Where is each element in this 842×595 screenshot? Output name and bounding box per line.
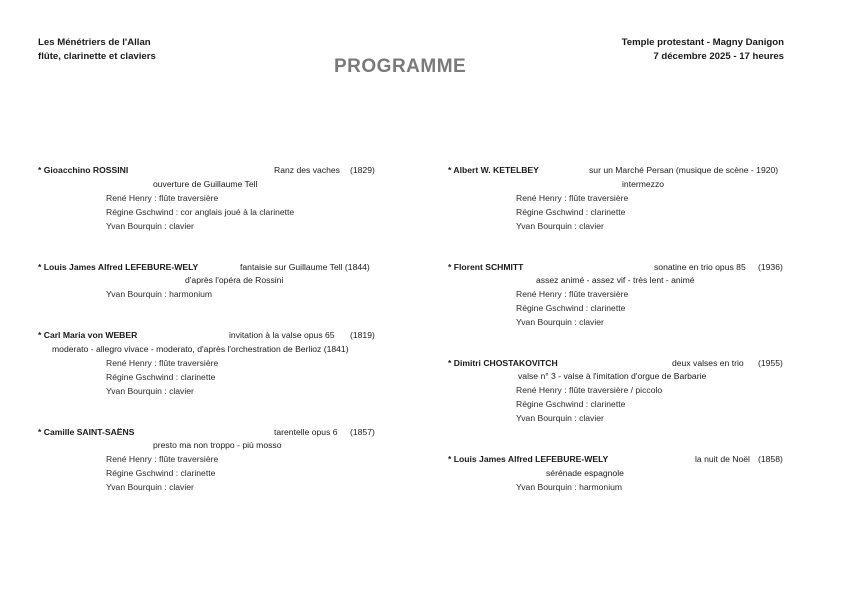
- work-year: (1857): [350, 427, 375, 437]
- performer: René Henry : flûte traversière: [516, 289, 629, 299]
- work-detail: d'après l'opéra de Rossini: [185, 275, 284, 285]
- performer: Yvan Bourquin : clavier: [106, 482, 194, 492]
- performer: Régine Gschwind : cor anglais joué à la clarinette: [106, 207, 295, 217]
- performer: René Henry : flûte traversière: [106, 193, 219, 203]
- composer-name: * Gioacchino ROSSINI: [38, 165, 129, 175]
- venue: Temple protestant - Magny Danigon: [621, 37, 784, 48]
- work-detail: valse n° 3 - valse à l'imitation d'orgue de Barbarie: [518, 371, 707, 381]
- work-detail: assez animé - assez vif - très lent - animé: [536, 275, 695, 285]
- work-title: sur un Marché Persan (musique de scène - 1920): [589, 165, 779, 175]
- work-year: (1858): [758, 454, 783, 464]
- performer: Yvan Bourquin : clavier: [516, 221, 604, 231]
- composer-name: * Camille SAINT-SAËNS: [38, 427, 135, 437]
- performer: René Henry : flûte traversière: [516, 193, 629, 203]
- page-title: PROGRAMME: [334, 56, 467, 77]
- work-year: (1955): [758, 358, 783, 368]
- date-time: 7 décembre 2025 - 17 heures: [653, 51, 784, 62]
- performer: Yvan Bourquin : clavier: [106, 386, 194, 396]
- performer: René Henry : flûte traversière: [106, 454, 219, 464]
- composer-name: * Louis James Alfred LEFEBURE-WELY: [448, 454, 609, 464]
- ensemble-instruments: flûte, clarinette et claviers: [38, 51, 156, 62]
- work-year: (1819): [350, 330, 375, 340]
- performer: Yvan Bourquin : harmonium: [106, 289, 213, 299]
- performer: Régine Gschwind : clarinette: [516, 207, 626, 217]
- work-title: fantaisie sur Guillaume Tell (1844): [240, 262, 370, 272]
- work-detail: sérénade espagnole: [546, 468, 624, 478]
- performer: Régine Gschwind : clarinette: [106, 372, 216, 382]
- composer-name: * Albert W. KETELBEY: [448, 165, 539, 175]
- performer: René Henry : flûte traversière: [106, 358, 219, 368]
- work-title: tarentelle opus 6: [274, 427, 338, 437]
- performer: Régine Gschwind : clarinette: [106, 468, 216, 478]
- work-year: (1936): [758, 262, 783, 272]
- composer-name: * Florent SCHMITT: [448, 262, 524, 272]
- performer: Régine Gschwind : clarinette: [516, 303, 626, 313]
- work-title: deux valses en trio: [672, 358, 744, 368]
- work-title: sonatine en trio opus 85: [654, 262, 746, 272]
- work-title: la nuit de Noël: [695, 454, 750, 464]
- composer-name: * Louis James Alfred LEFEBURE-WELY: [38, 262, 199, 272]
- ensemble-name: Les Ménétriers de l'Allan: [38, 37, 151, 48]
- composer-name: * Carl Maria von WEBER: [38, 330, 138, 340]
- work-year: (1829): [350, 165, 375, 175]
- performer: Régine Gschwind : clarinette: [516, 399, 626, 409]
- work-detail: ouverture de Guillaume Tell: [153, 179, 258, 189]
- work-detail: presto ma non troppo - più mosso: [153, 440, 282, 450]
- work-title: Ranz des vaches: [274, 165, 340, 175]
- work-detail: moderato - allegro vivace - moderato, d'après l'orchestration de Berlioz (1841): [52, 344, 349, 354]
- performer: Yvan Bourquin : clavier: [106, 221, 194, 231]
- composer-name: * Dimitri CHOSTAKOVITCH: [448, 358, 558, 368]
- performer: Yvan Bourquin : clavier: [516, 317, 604, 327]
- performer: Yvan Bourquin : clavier: [516, 413, 604, 423]
- work-detail: intermezzo: [622, 179, 665, 189]
- performer: René Henry : flûte traversière / piccolo: [516, 385, 663, 395]
- performer: Yvan Bourquin : harmonium: [516, 482, 623, 492]
- work-title: invitation à la valse opus 65: [229, 330, 335, 340]
